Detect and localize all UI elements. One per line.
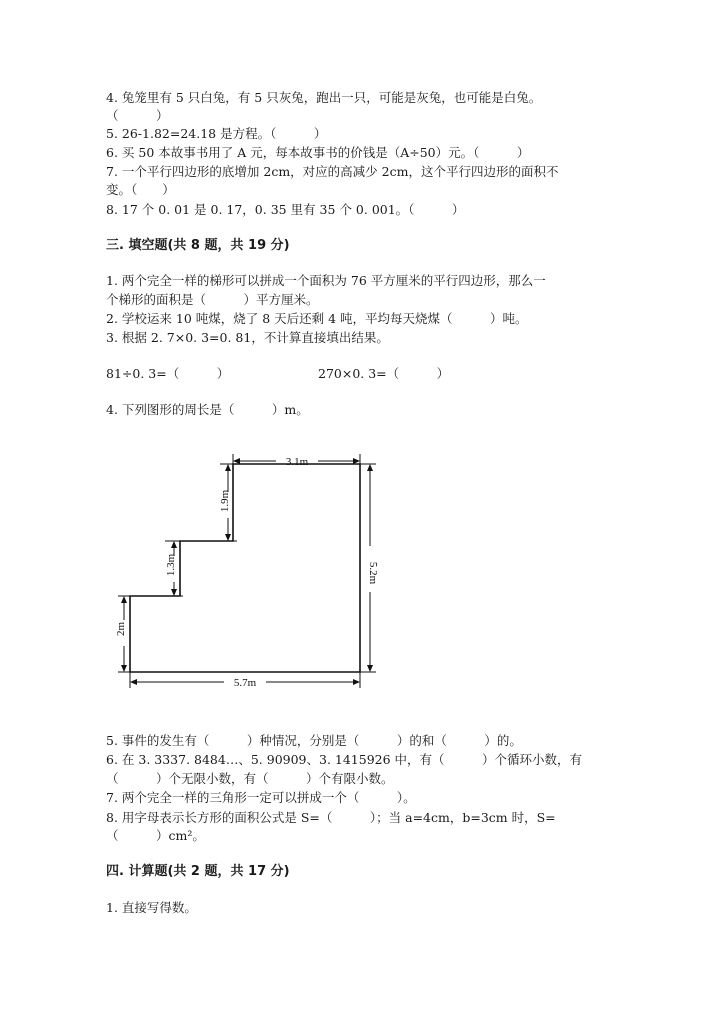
- fill-q3: 3. 根据 2. 7×0. 3=0. 81，不计算直接填出结果。: [106, 330, 389, 345]
- label-right: 5.2m: [367, 561, 379, 585]
- label-top: 3.1m: [285, 456, 309, 468]
- section-4-heading: 四. 计算题(共 2 题，共 17 分): [106, 864, 290, 879]
- fill-q8-line1: 8. 用字母表示长方形的面积公式是 S=（ ）；当 a=4cm，b=3cm 时，S=: [106, 810, 556, 825]
- label-middle-step: 1.3m: [165, 553, 177, 577]
- label-upper-step: 1.9m: [219, 489, 231, 513]
- fill-q3-b: 270×0. 3=（ ）: [318, 366, 450, 381]
- section-3-heading: 三. 填空题(共 8 题，共 19 分): [106, 238, 290, 253]
- label-left: 2m: [115, 621, 127, 637]
- label-bottom: 5.7m: [233, 677, 257, 689]
- judgment-item-4-line2: （ ）: [106, 108, 169, 123]
- fill-q2: 2. 学校运来 10 吨煤，烧了 8 天后还剩 4 吨，平均每天烧煤（ ）吨。: [106, 311, 528, 326]
- fill-q7: 7. 两个完全一样的三角形一定可以拼成一个（ ）。: [106, 790, 416, 805]
- perimeter-figure: [100, 440, 390, 698]
- fill-q8-line2: （ ）cm²。: [106, 828, 205, 843]
- judgment-item-8: 8. 17 个 0. 01 是 0. 17，0. 35 里有 35 个 0. 001。（ ）: [106, 202, 465, 217]
- judgment-item-7-line2: 变。（ ）: [106, 182, 175, 197]
- fill-q4: 4. 下列图形的周长是（ ）m。: [106, 402, 309, 417]
- fill-q6-line2: （ ）个无限小数，有（ ）个有限小数。: [106, 771, 394, 786]
- judgment-item-5: 5. 26-1.82=24.18 是方程。（ ）: [106, 126, 327, 141]
- fill-q1-line1: 1. 两个完全一样的梯形可以拼成一个面积为 76 平方厘米的平行四边形，那么一: [106, 273, 546, 288]
- judgment-item-4-line1: 4. 兔笼里有 5 只白兔，有 5 只灰兔，跑出一只，可能是灰兔，也可能是白兔。: [106, 90, 542, 105]
- fill-q1-line2: 个梯形的面积是（ ）平方厘米。: [106, 292, 319, 307]
- judgment-item-7-line1: 7. 一个平行四边形的底增加 2cm，对应的高减少 2cm，这个平行四边形的面积不: [106, 164, 559, 179]
- fill-q6-line1: 6. 在 3. 3337. 8484…、5. 90909、3. 1415926 中，有（ ）个循环小数，有: [106, 752, 583, 767]
- calc-q1: 1. 直接写得数。: [106, 900, 197, 915]
- fill-q5: 5. 事件的发生有（ ）种情况，分别是（ ）的和（ ）的。: [106, 733, 522, 748]
- judgment-item-6: 6. 买 50 本故事书用了 A 元，每本故事书的价钱是（A÷50）元。（ ）: [106, 145, 530, 160]
- fill-q3-a: 81÷0. 3=（ ）: [106, 366, 230, 381]
